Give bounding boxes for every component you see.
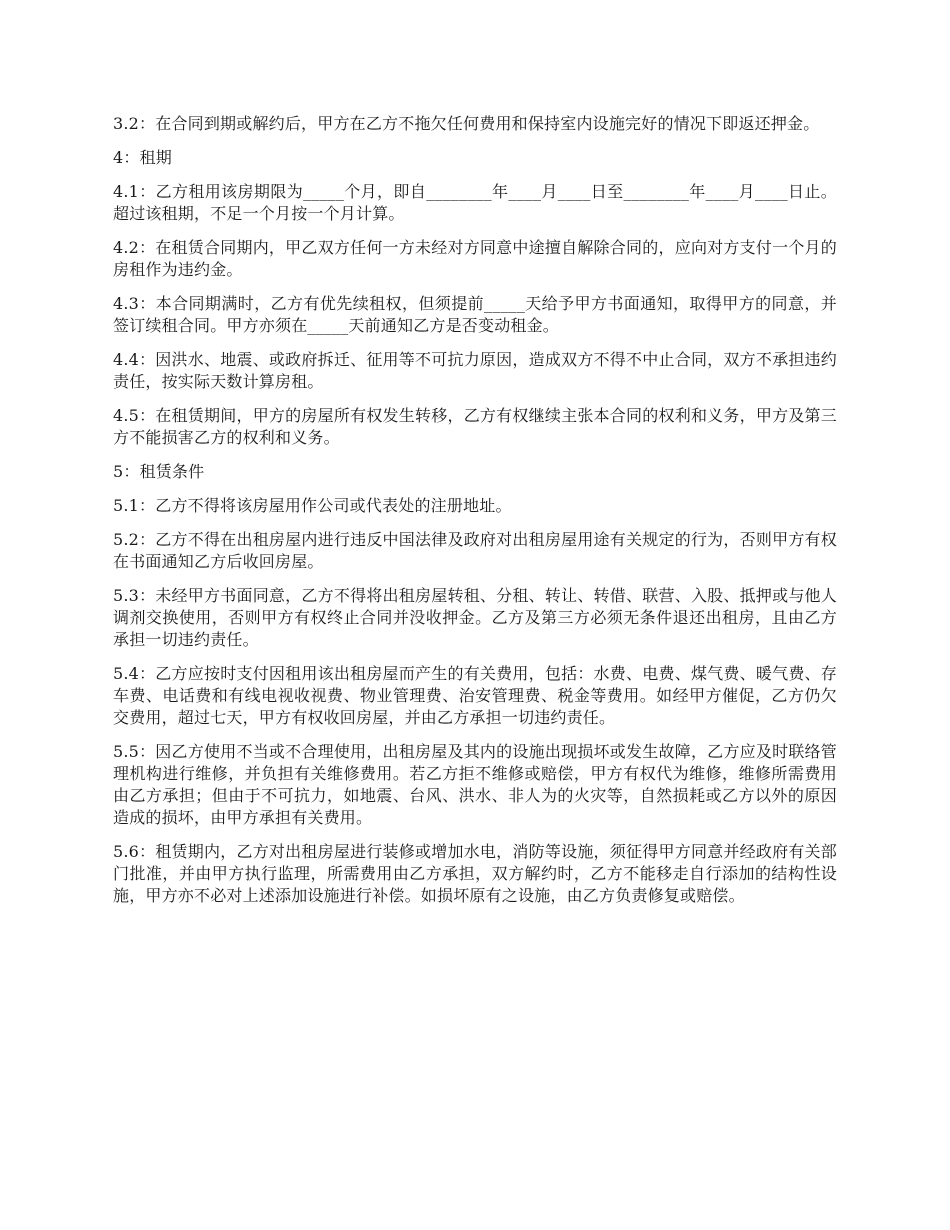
clause-5-1: 5.1：乙方不得将该房屋用作公司或代表处的注册地址。 bbox=[113, 496, 512, 515]
clause-5-4: 5.4：乙方应按时支付因租用该出租房屋而产生的有关费用，包括：水费、电费、煤气费、暖气费、存车费、电话费和有线电视收视费、物业管理费、治安管理费、税金等费用。如经甲方催促，乙方仍欠交费用，超过七天，甲方有权收回房屋，并由乙方承担一切违约责任。 bbox=[113, 664, 837, 727]
clause-3-2: 3.2：在合同到期或解约后，甲方在乙方不拖欠任何费用和保持室内设施完好的情况下即返还押金。 bbox=[113, 114, 820, 133]
clause-4-2: 4.2：在租赁合同期内，甲乙双方任何一方未经对方同意中途擅自解除合同的，应向对方支付一个月的房租作为违约金。 bbox=[113, 238, 837, 279]
clause-4-5: 4.5：在租赁期间，甲方的房屋所有权发生转移，乙方有权继续主张本合同的权利和义务，甲方及第三方不能损害乙方的权利和义务。 bbox=[113, 406, 837, 447]
clause-4-3: 4.3：本合同期满时，乙方有优先续租权，但须提前_____天给予甲方书面通知，取得甲方的同意，并签订续租合同。甲方亦须在_____天前通知乙方是否变动租金。 bbox=[113, 294, 837, 335]
clause-4-4: 4.4：因洪水、地震、或政府拆迁、征用等不可抗力原因，造成双方不得不中止合同，双方不承担违约责任，按实际天数计算房租。 bbox=[113, 350, 837, 391]
clause-5-3: 5.3：未经甲方书面同意，乙方不得将出租房屋转租、分租、转让、转借、联营、入股、抵押或与他人调剂交换使用，否则甲方有权终止合同并没收押金。乙方及第三方必须无条件退还出租房，且由乙方承担一切违约责任。 bbox=[113, 586, 837, 649]
section-heading-4: 4：租期 bbox=[113, 148, 172, 167]
clause-5-2: 5.2：乙方不得在出租房屋内进行违反中国法律及政府对出租房屋用途有关规定的行为，否则甲方有权在书面通知乙方后收回房屋。 bbox=[113, 530, 837, 571]
document-body bbox=[113, 113, 837, 919]
clause-5-5: 5.5：因乙方使用不当或不合理使用，出租房屋及其内的设施出现损坏或发生故障，乙方应及时联络管理机构进行维修，并负担有关维修费用。若乙方拒不维修或赔偿，甲方有权代为维修，维修所需费用由乙方承担；但由于不可抗力，如地震、台风、洪水、非人为的火灾等，自然损耗或乙方以外的原因造成的损坏，由甲方承担有关费用。 bbox=[113, 742, 837, 827]
clause-5-6: 5.6：租赁期内，乙方对出租房屋进行装修或增加水电，消防等设施，须征得甲方同意并经政府有关部门批准，并由甲方执行监理，所需费用由乙方承担，双方解约时，乙方不能移走自行添加的结构性设施，甲方亦不必对上述添加设施进行补偿。如损坏原有之设施，由乙方负责修复或赔偿。 bbox=[113, 842, 837, 905]
clause-4-1: 4.1：乙方租用该房期限为_____个月，即自________年____月____日至________年____月____日止。超过该租期，不足一个月按一个月计算。 bbox=[113, 182, 837, 223]
section-heading-5: 5：租赁条件 bbox=[113, 462, 205, 481]
